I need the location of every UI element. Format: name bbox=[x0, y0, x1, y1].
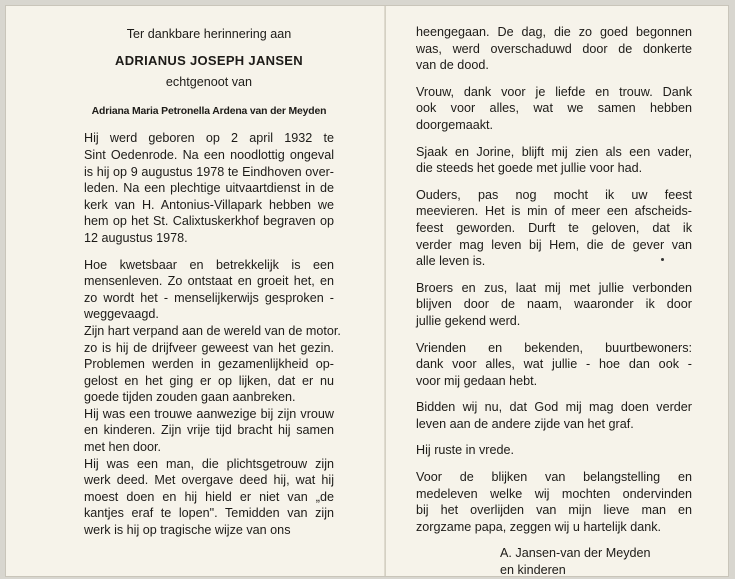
text-line: Hij was een trouwe aanwezige bij zijn vrouw bbox=[84, 406, 334, 421]
text-line: is hij op 9 augustus 1978 te Eindhoven over- bbox=[84, 164, 334, 179]
relation-line: echtgenoot van bbox=[165, 75, 253, 90]
text-line: feest geworden. Durft te geloven, dat ik bbox=[416, 220, 692, 235]
text-line: met hen door. bbox=[84, 440, 162, 455]
paragraph bbox=[84, 456, 334, 539]
print-speck bbox=[661, 258, 664, 261]
paragraph bbox=[84, 323, 341, 406]
right-page bbox=[416, 24, 692, 579]
deceased-name: ADRIANUS JOSEPH JANSEN bbox=[115, 52, 303, 68]
text-line: en kinderen. Zijn vrije tijd bracht hij samen bbox=[84, 423, 334, 438]
text-line: medeleven welke wij mochten ondervinden bbox=[416, 486, 692, 501]
paragraph bbox=[416, 24, 692, 74]
text-line: 12 augustus 1978. bbox=[84, 230, 188, 245]
text-line: zo wordt het - menselijkerwijs gesproken - bbox=[84, 290, 334, 305]
text-line: goede tijden zouden gaan aanbreken. bbox=[84, 390, 296, 405]
text-line: Hij was een man, die plichtsgetrouw zijn bbox=[84, 456, 334, 471]
dedication-line: Ter dankbare herinnering aan bbox=[126, 27, 292, 41]
text-line: dank voor alles, wat jullie - hoe dan ook - bbox=[416, 357, 692, 372]
card-fold bbox=[384, 6, 386, 576]
text-line: van de dood. bbox=[416, 58, 489, 73]
text-line: blijven door de naam, waaronder ik door bbox=[416, 297, 692, 312]
text-line: meevieren. Het is min of meer een afscheids- bbox=[416, 204, 692, 219]
text-line: Hoe kwetsbaar en betrekkelijk is een bbox=[84, 257, 334, 272]
signature bbox=[500, 545, 692, 578]
paragraph bbox=[84, 257, 334, 323]
text-line: Zijn hart verpand aan de wereld van de motor. bbox=[84, 323, 341, 338]
spouse-name: Adriana Maria Petronella Ardena van der Meyden bbox=[91, 105, 327, 117]
text-line: zo is hij de drijfveer geweest van het gezin. bbox=[84, 340, 334, 355]
text-line: Voor de blijken van belangstelling en bbox=[416, 470, 692, 485]
text-line: Vrienden en bekenden, buurtbewoners: bbox=[416, 340, 692, 355]
text-line: gelost en het ging er op lijken, dat er nu bbox=[84, 373, 334, 388]
text-line: Problemen werden in gezamenlijkheid op- bbox=[84, 357, 334, 372]
text-line: Hij werd geboren op 2 april 1932 te bbox=[84, 131, 334, 146]
paragraph bbox=[416, 340, 692, 390]
paragraph bbox=[416, 187, 692, 270]
right-body-text bbox=[416, 24, 692, 535]
text-line: verder mag leven bij Hem, die de gever van bbox=[416, 237, 692, 252]
left-page bbox=[84, 24, 341, 549]
text-line: alle leven is. bbox=[416, 254, 486, 269]
text-line: weggevaagd. bbox=[84, 307, 159, 322]
paragraph bbox=[416, 469, 692, 535]
signature-family: en kinderen bbox=[500, 563, 566, 578]
paragraph bbox=[84, 406, 334, 456]
memorial-card bbox=[6, 6, 728, 576]
text-line: Bidden wij nu, dat God mij mag doen verder bbox=[416, 400, 692, 415]
paragraph bbox=[416, 399, 692, 432]
signature-name: A. Jansen-van der Meyden bbox=[500, 546, 651, 561]
paragraph bbox=[84, 130, 334, 246]
text-line: moest doen en hij hield er niet van „de bbox=[84, 489, 334, 504]
text-line: Broers en zus, laat mij met jullie verbonden bbox=[416, 280, 692, 295]
text-line: Vrouw, dank voor je liefde en trouw. Dank bbox=[416, 84, 692, 99]
text-line: werk deed. Met overgave deed hij, wat hij bbox=[84, 473, 334, 488]
left-body-text bbox=[84, 130, 341, 538]
text-line: werk is hij op tragische wijze van ons bbox=[84, 523, 291, 538]
text-line: leden. Na een plechtige uitvaartdienst in de bbox=[84, 181, 334, 196]
text-line: die steeds het goede met jullie voor had. bbox=[416, 161, 643, 176]
text-line: Ouders, pas nog mocht ik uw feest bbox=[416, 187, 692, 202]
text-line: Sjaak en Jorine, blijft mij zien als een vader, bbox=[416, 144, 692, 159]
text-line: Sint Oedenrode. Na een noodlottig ongeval bbox=[84, 147, 334, 162]
paragraph bbox=[416, 144, 692, 177]
text-line: mensenleven. Zo ontstaat en groeit het, en bbox=[84, 274, 334, 289]
paragraph bbox=[416, 280, 692, 330]
text-line: zorgzame papa, zeggen wij u hartelijk dank. bbox=[416, 519, 662, 534]
text-line: doorgemaakt. bbox=[416, 117, 494, 132]
text-line: kantjes eraf te lopen". Temidden van zijn bbox=[84, 506, 334, 521]
text-line: was, werd overschaduwd door de donkerte bbox=[416, 41, 692, 56]
text-line: voor mij gedaan hebt. bbox=[416, 373, 538, 388]
paragraph bbox=[416, 84, 692, 134]
paragraph bbox=[416, 442, 692, 459]
text-line: Hij ruste in vrede. bbox=[416, 443, 514, 458]
text-line: bij het overlijden van mijn lieve man en bbox=[416, 503, 692, 518]
text-line: kerk van H. Antonius-Villapark hebben we bbox=[84, 197, 334, 212]
text-line: ook voor alles, wat we samen hebben bbox=[416, 101, 692, 116]
text-line: hem op het St. Calixtuskerkhof begraven op bbox=[84, 214, 334, 229]
text-line: jullie gekend werd. bbox=[416, 313, 521, 328]
text-line: leven aan de andere zijde van het graf. bbox=[416, 416, 634, 431]
text-line: heengegaan. De dag, die zo goed begonnen bbox=[416, 25, 692, 39]
